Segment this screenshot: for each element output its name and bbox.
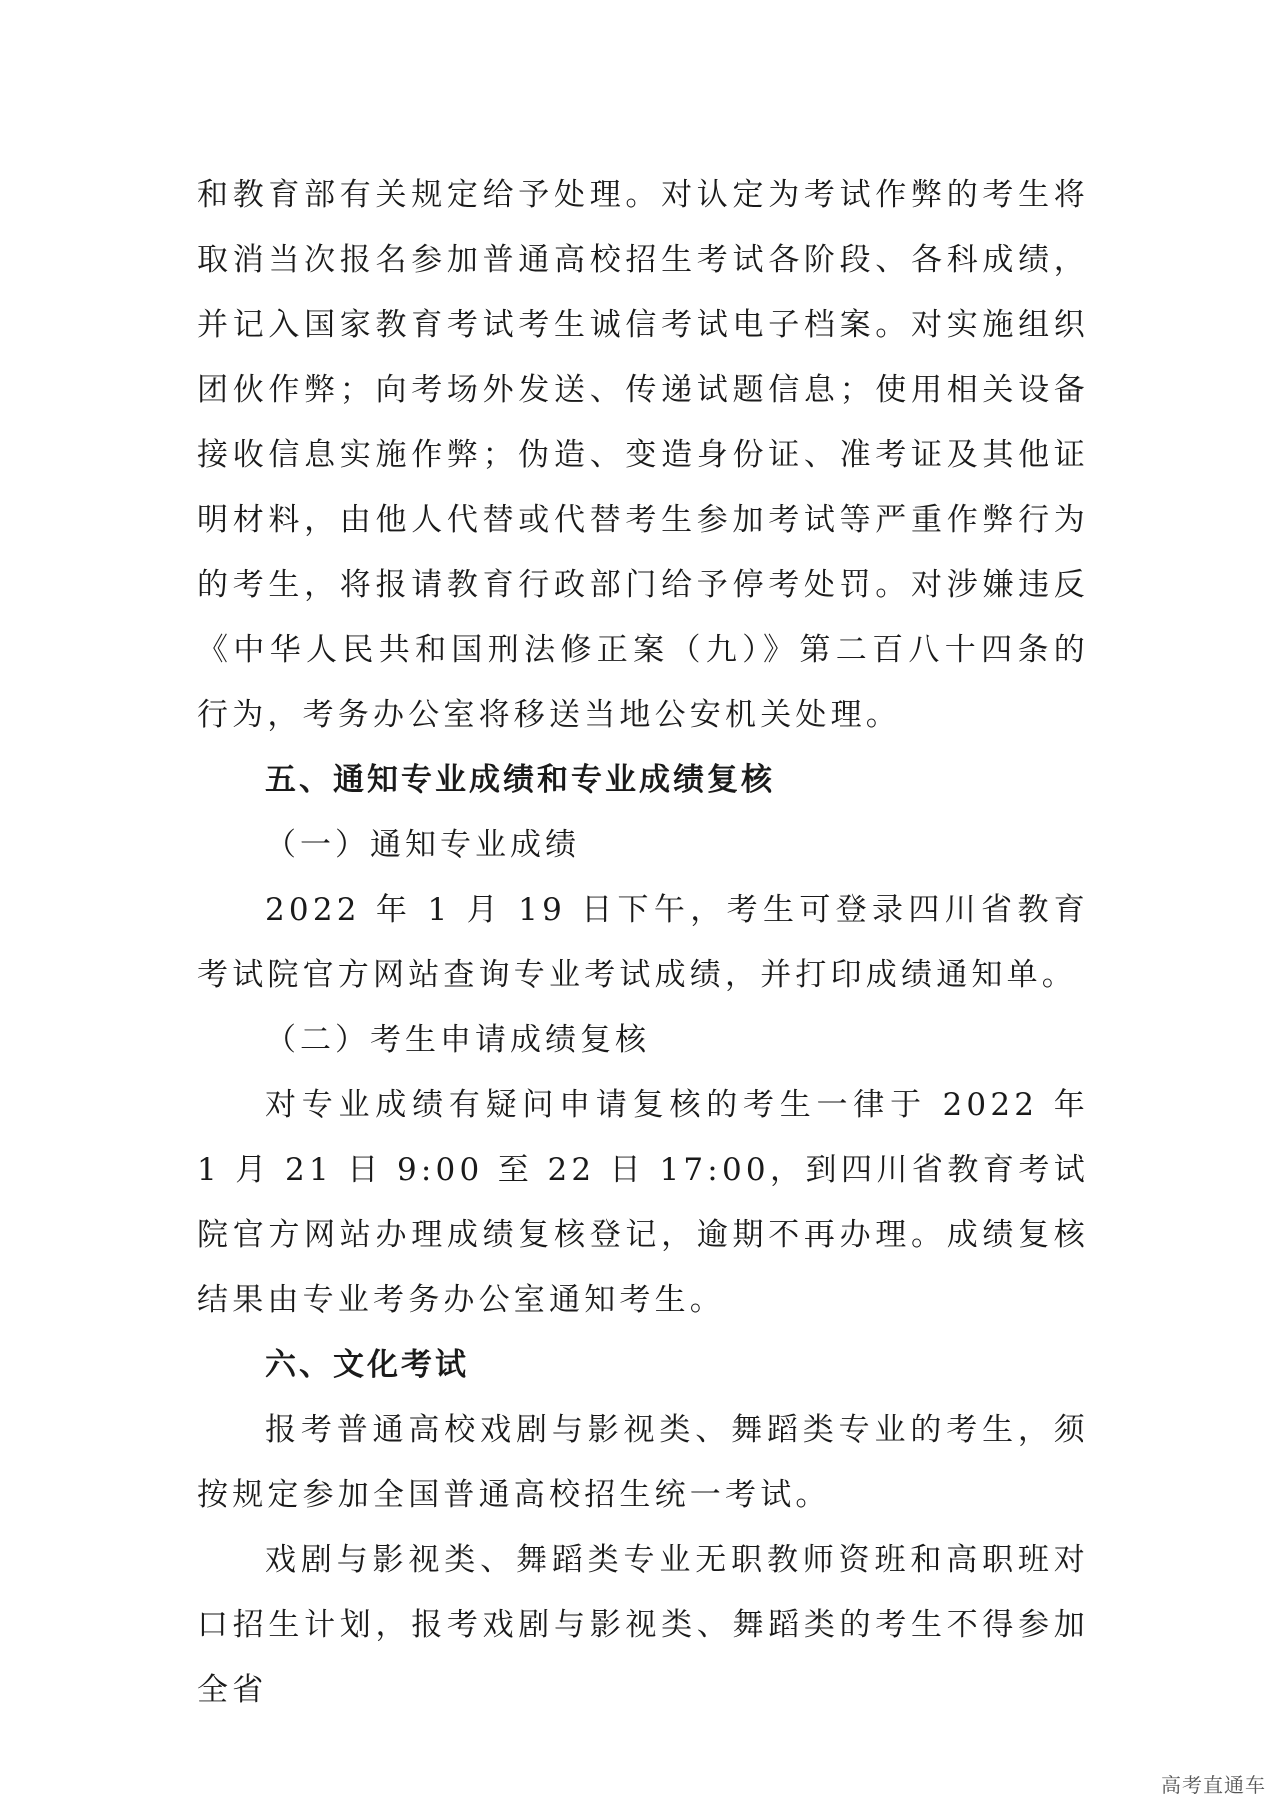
body-paragraph-5-1: 2022 年 1 月 19 日下午，考生可登录四川省教育考试院官方网站查询专业考试成绩，并打印成绩通知单。 <box>197 892 1089 993</box>
subsection-heading-5-1: （一）通知专业成绩 <box>265 827 580 863</box>
document-page <box>197 163 1089 1723</box>
body-paragraph: 和教育部有关规定给予处理。对认定为考试作弊的考生将取消当次报名参加普通高校招生考试各阶段、各科成绩，并记入国家教育考试考生诚信考试电子档案。对实施组织团伙作弊；向考场外发送、传递试题信息；使用相关设备接收信息实施作弊；伪造、变造身份证、准考证及其他证明材料，由他人代替或代替考生参加考试等严重作弊行为的考生，将报请教育行政部门给予停考处罚。对涉嫌违反《中华人民共和国刑法修正案（九）》第二百八十四条的行为，考务办公室将移送当地公安机关处理。 <box>197 177 1089 733</box>
watermark-text: 高考直通车 <box>1161 1773 1266 1797</box>
body-paragraph-6-2: 戏剧与影视类、舞蹈类专业无职教师资班和高职班对口招生计划，报考戏剧与影视类、舞蹈类的考生不得参加全省 <box>197 1542 1089 1708</box>
section-heading-5: 五、通知专业成绩和专业成绩复核 <box>265 762 775 798</box>
subsection-heading-5-2: （二）考生申请成绩复核 <box>265 1022 650 1058</box>
section-heading-6: 六、文化考试 <box>265 1347 469 1383</box>
body-paragraph-5-2: 对专业成绩有疑问申请复核的考生一律于 2022 年 1 月 21 日 9:00 至 22 日 17:00，到四川省教育考试院官方网站办理成绩复核登记，逾期不再办理。成绩复核结果由专业考务办公室通知考生。 <box>197 1087 1089 1318</box>
body-paragraph-6-1: 报考普通高校戏剧与影视类、舞蹈类专业的考生，须按规定参加全国普通高校招生统一考试。 <box>197 1412 1089 1513</box>
